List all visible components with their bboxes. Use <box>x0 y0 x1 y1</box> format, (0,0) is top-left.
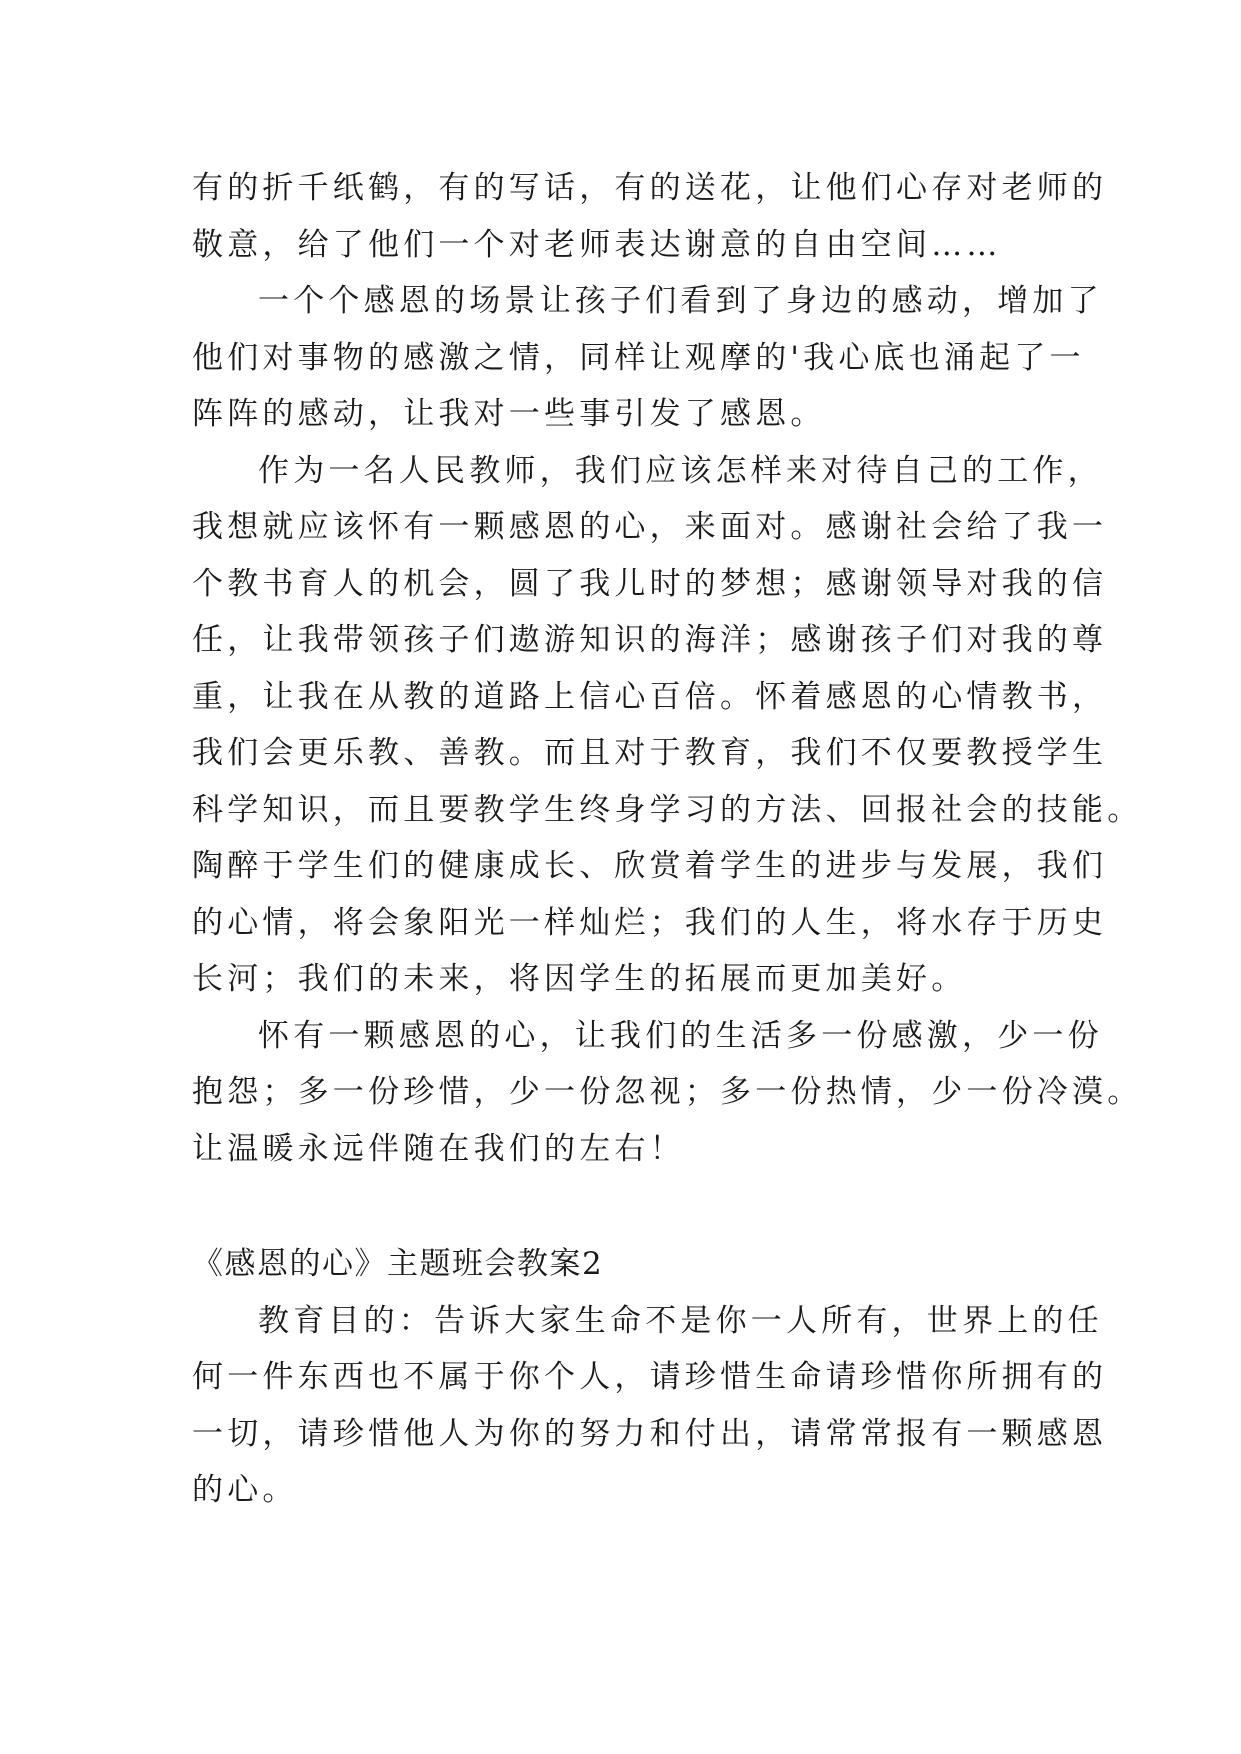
text-line: 何一件东西也不属于你个人，请珍惜生命请珍惜你所拥有的 <box>192 1359 1108 1395</box>
text-line: 科学知识，而且要教学生终身学习的方法、回报社会的技能。 <box>192 791 1143 828</box>
paragraph-continued <box>192 160 1108 273</box>
text-line: 作为一名人民教师，我们应该怎样来对待自己的工作， <box>258 452 1103 489</box>
text-line: 一切，请珍惜他人为你的努力和付出，请常常报有一颗感恩 <box>192 1415 1108 1452</box>
paragraph <box>192 443 1143 1008</box>
text-line: 重，让我在从教的道路上信心百倍。怀着感恩的心情教书， <box>192 678 1108 715</box>
text-line: 阵阵的感动，让我对一些事引发了感恩。 <box>192 396 826 432</box>
section-title: 《感恩的心》主题班会教案2 <box>192 1246 604 1282</box>
text-line: 怀有一颗感恩的心，让我们的生活多一份感激，少一份 <box>258 1017 1103 1054</box>
paragraph <box>192 1293 1108 1519</box>
text-line: 敬意，给了他们一个对老师表达谢意的自由空间…… <box>192 226 1002 263</box>
text-line: 抱怨；多一份珍惜，少一份忽视；多一份热情，少一份冷漠。 <box>192 1074 1143 1110</box>
text-line: 教育目的：告诉大家生命不是你一人所有，世界上的任 <box>258 1302 1103 1339</box>
text-line: 一个个感恩的场景让孩子们看到了身边的感动，增加了 <box>258 283 1103 319</box>
text-line: 陶醉于学生们的健康成长、欣赏着学生的进步与发展，我们 <box>192 848 1108 884</box>
text-line: 个教书育人的机会，圆了我儿时的梦想；感谢领导对我的信 <box>192 565 1108 602</box>
paragraph <box>192 273 1103 443</box>
text-line: 的心。 <box>192 1472 298 1508</box>
text-line: 长河；我们的未来，将因学生的拓展而更加美好。 <box>192 961 967 997</box>
text-line: 让温暖永远伴随在我们的左右！ <box>192 1130 685 1167</box>
section-spacer <box>192 1177 1062 1236</box>
paragraph <box>192 1008 1143 1178</box>
text-line: 我想就应该怀有一颗感恩的心，来面对。感谢社会给了我一 <box>192 509 1108 545</box>
text-line: 我们会更乐教、善教。而且对于教育，我们不仅要教授学生 <box>192 735 1108 771</box>
text-line: 有的折千纸鹤，有的写话，有的送花，让他们心存对老师的 <box>192 170 1108 206</box>
text-line: 的心情，将会象阳光一样灿烂；我们的人生，将水存于历史 <box>192 904 1108 941</box>
text-line: 他们对事物的感激之情，同样让观摩的'我心底也涌起了一 <box>192 339 1085 376</box>
text-line: 任，让我带领孩子们遨游知识的海洋；感谢孩子们对我的尊 <box>192 622 1108 658</box>
document-body <box>192 160 1143 1519</box>
